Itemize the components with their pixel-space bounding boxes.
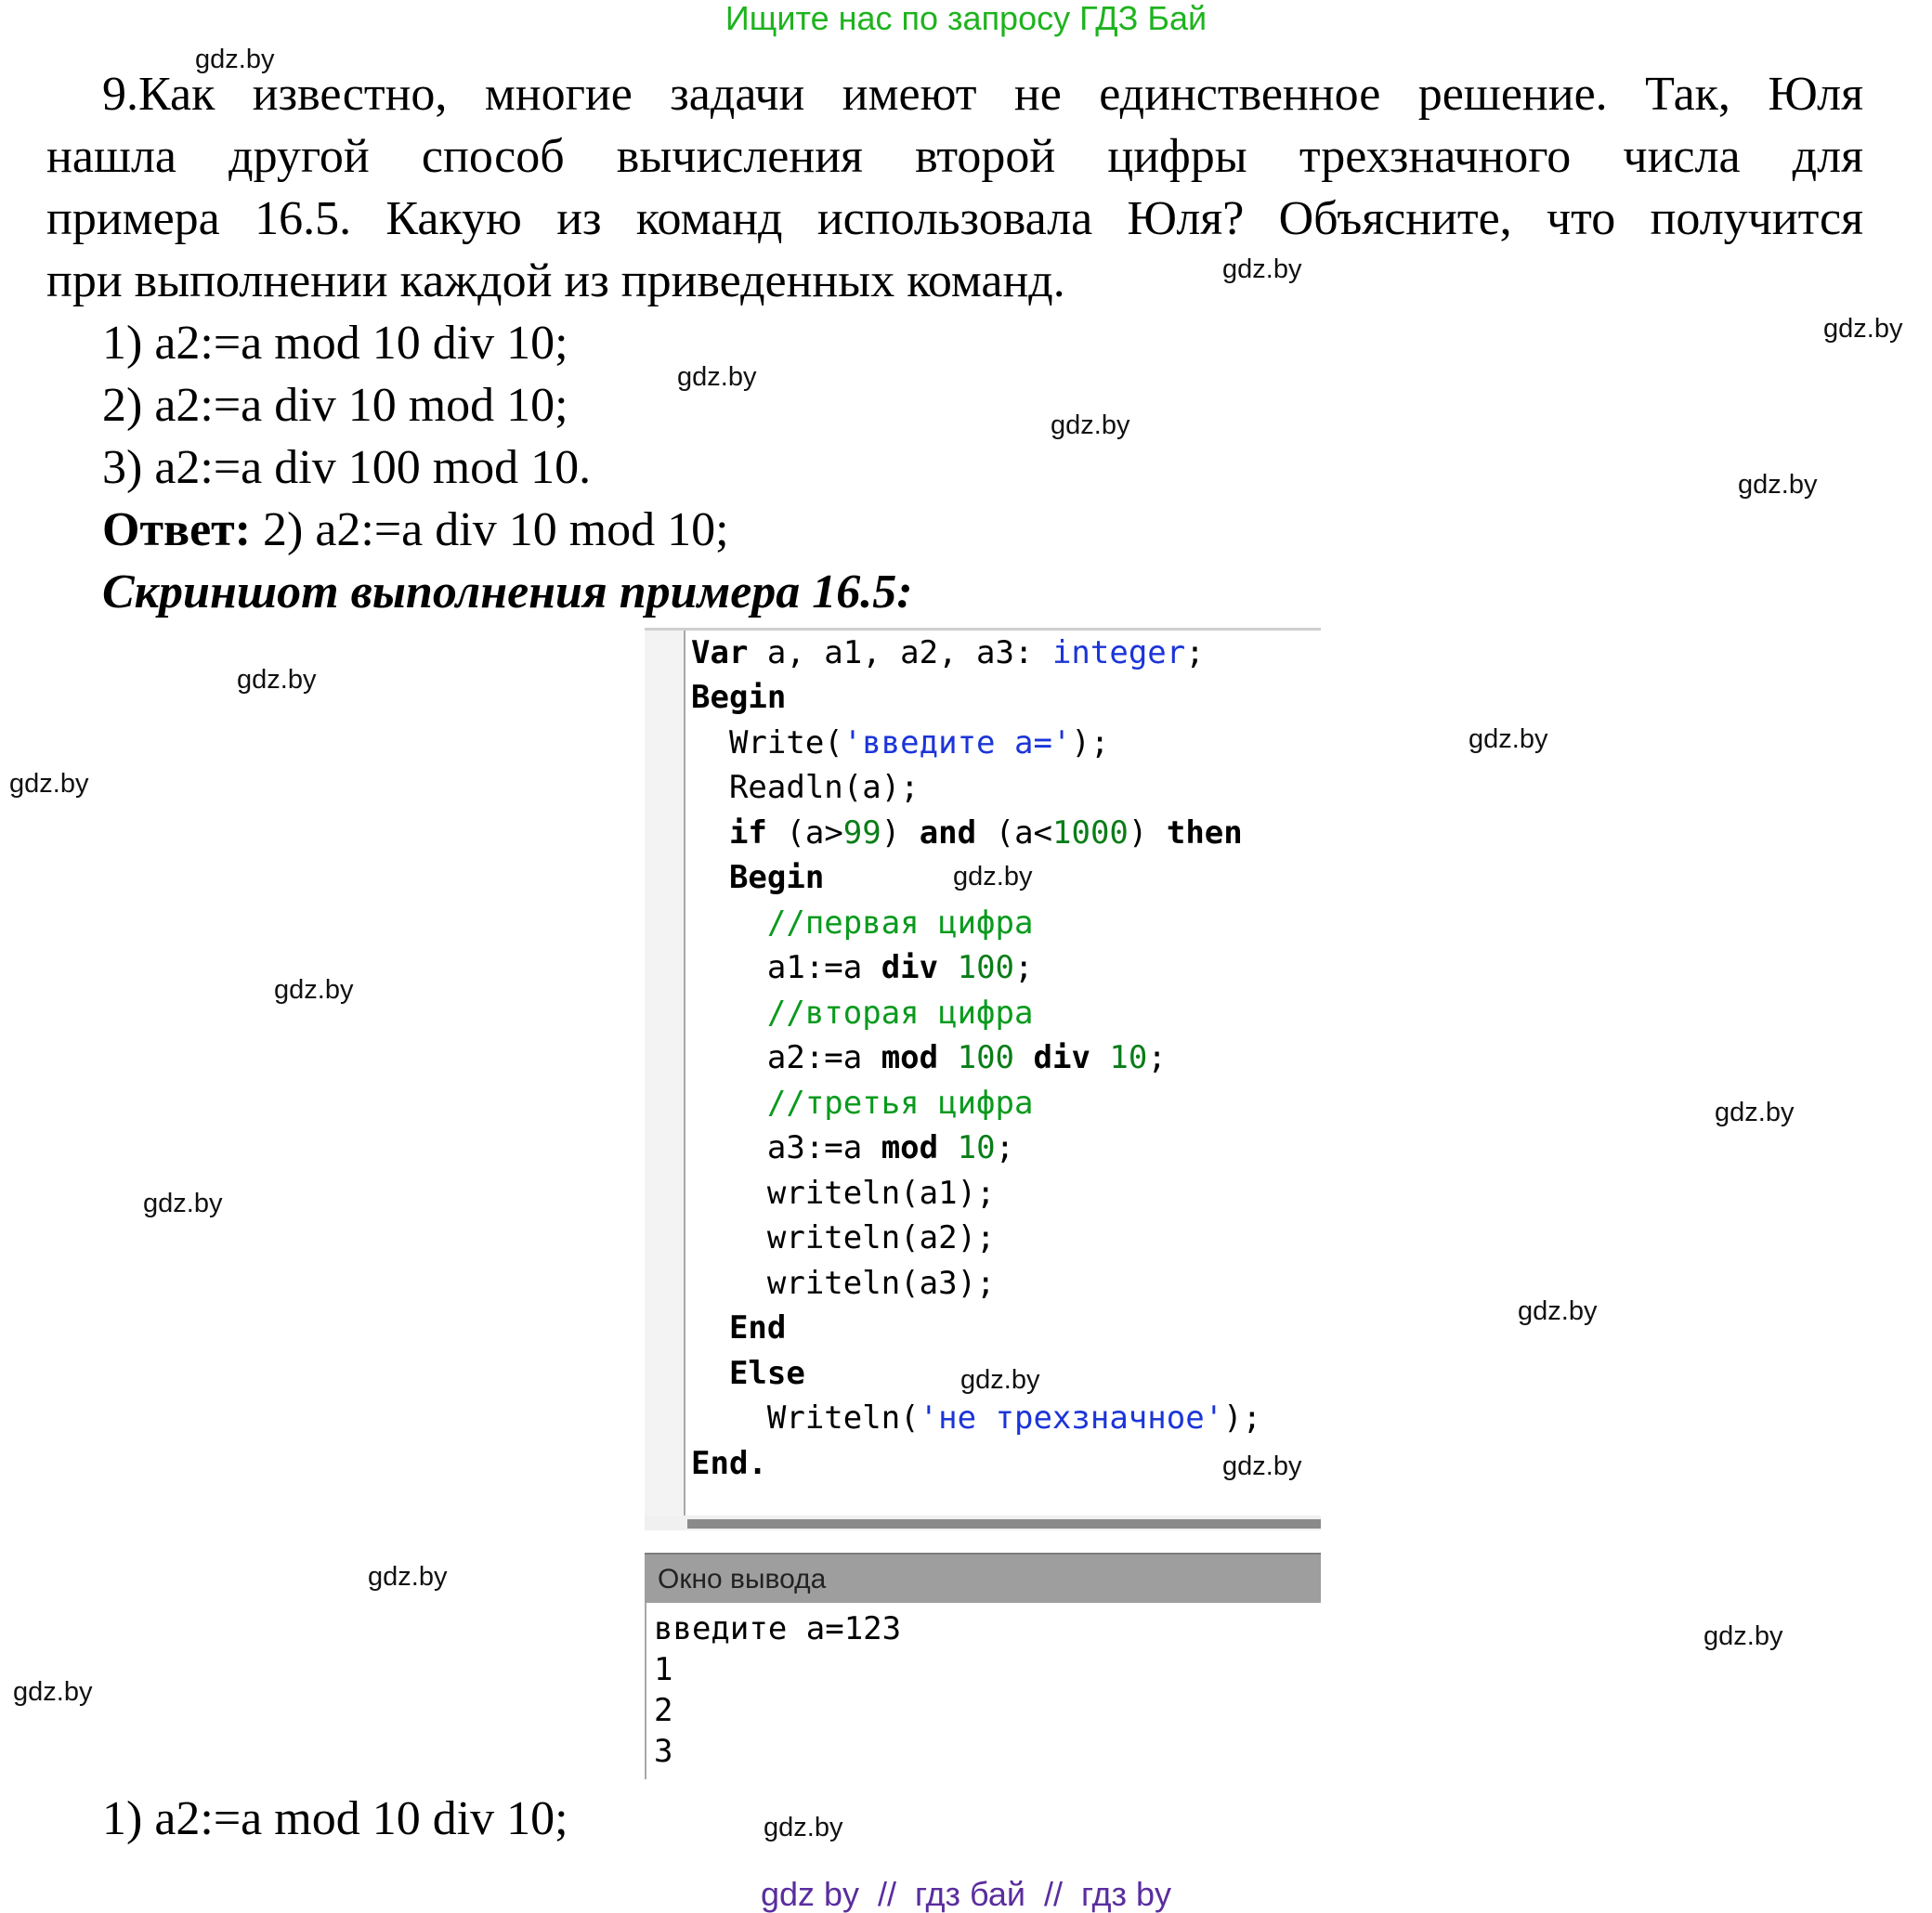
watermark: gdz.by [9,769,89,799]
watermark: gdz.by [1518,1296,1598,1326]
search-banner: Ищите нас по запросу ГДЗ Бай [724,0,1208,37]
watermark: gdz.by [195,45,275,74]
option-2: 2) a2:=a div 10 mod 10; [102,379,568,432]
output-window [645,1603,1321,1779]
code-line-8: a1:=a div 100; [691,949,1034,986]
watermark: gdz.by [1222,1451,1302,1481]
watermark: gdz.by [1222,254,1302,284]
output-line-4: 3 [654,1733,673,1770]
code-line-17: Else [728,1355,805,1392]
code-line-1: Var a, a1, a2, a3: integer; [691,634,1205,671]
option-1: 1) a2:=a mod 10 div 10; [102,317,568,370]
option-3: 3) a2:=a div 100 mod 10. [102,441,592,494]
code-line-13: writeln(a1); [691,1175,996,1212]
footer-links[interactable]: gdz by // гдз бай // гдз by [760,1875,1172,1913]
code-line-14: writeln(a2); [691,1219,996,1256]
watermark: gdz.by [237,665,317,695]
output-line-3: 2 [654,1692,673,1729]
watermark: gdz.by [677,362,757,392]
code-line-19: End. [691,1445,767,1482]
code-line-7: //первая цифра [691,904,1034,942]
output-line-2: 1 [654,1651,673,1688]
task-paragraph [46,63,1863,312]
code-line-10: a2:=a mod 100 div 10; [691,1039,1167,1076]
code-line-3: Write('введите a='); [691,724,1110,761]
watermark: gdz.by [274,975,354,1005]
watermark: gdz.by [143,1189,223,1218]
code-line-12: a3:=a mod 10; [691,1129,1015,1166]
code-line-9: //вторая цифра [691,995,1034,1032]
output-line-1: введите a=123 [654,1610,902,1647]
code-line-15: writeln(a3); [691,1265,996,1302]
watermark: gdz.by [953,862,1033,891]
task-line-1: 9.Как известно, многие задачи имеют не единственное решение. Так, Юля [102,68,1863,121]
task-line-3: примера 16.5. Какую из команд использовала Юля? Объясните, что получится [46,192,1863,245]
code-line-5: if (a>99) and (a<1000) then [728,814,1243,852]
code-editor [645,628,1321,1530]
code-line-11: //третья цифра [691,1085,1034,1122]
task-line-2: нашла другой способ вычисления второй цифры трехзначного числа для [46,130,1863,183]
watermark: gdz.by [1738,470,1818,500]
answer-label: Ответ: [102,503,252,556]
answer [102,499,729,561]
watermark: gdz.by [368,1562,448,1592]
code-line-2: Begin [691,679,787,716]
horizontal-scrollbar-thumb[interactable] [687,1519,1321,1529]
bottom-option: 1) a2:=a mod 10 div 10; [102,1792,568,1845]
watermark: gdz.by [1704,1621,1783,1651]
watermark: gdz.by [960,1365,1040,1395]
screenshot-caption: Скриншот выполнения примера 16.5: [102,566,913,618]
code-line-18: Writeln('не трехзначное'); [691,1399,1262,1437]
output-window-title: Окно вывода [645,1553,1321,1603]
watermark: gdz.by [1051,410,1130,440]
code-line-6: Begin [728,859,825,896]
watermark: gdz.by [1715,1098,1795,1127]
answer-value: 2) a2:=a div 10 mod 10; [251,503,729,556]
watermark: gdz.by [764,1813,843,1842]
watermark: gdz.by [1823,314,1903,344]
code-line-16: End [728,1309,787,1347]
watermark: gdz.by [13,1677,93,1707]
task-line-4: при выполнении каждой из приведенных команд. [46,254,1065,307]
code-line-4: Readln(a); [691,769,920,806]
editor-gutter [645,631,685,1516]
watermark: gdz.by [1469,724,1548,754]
